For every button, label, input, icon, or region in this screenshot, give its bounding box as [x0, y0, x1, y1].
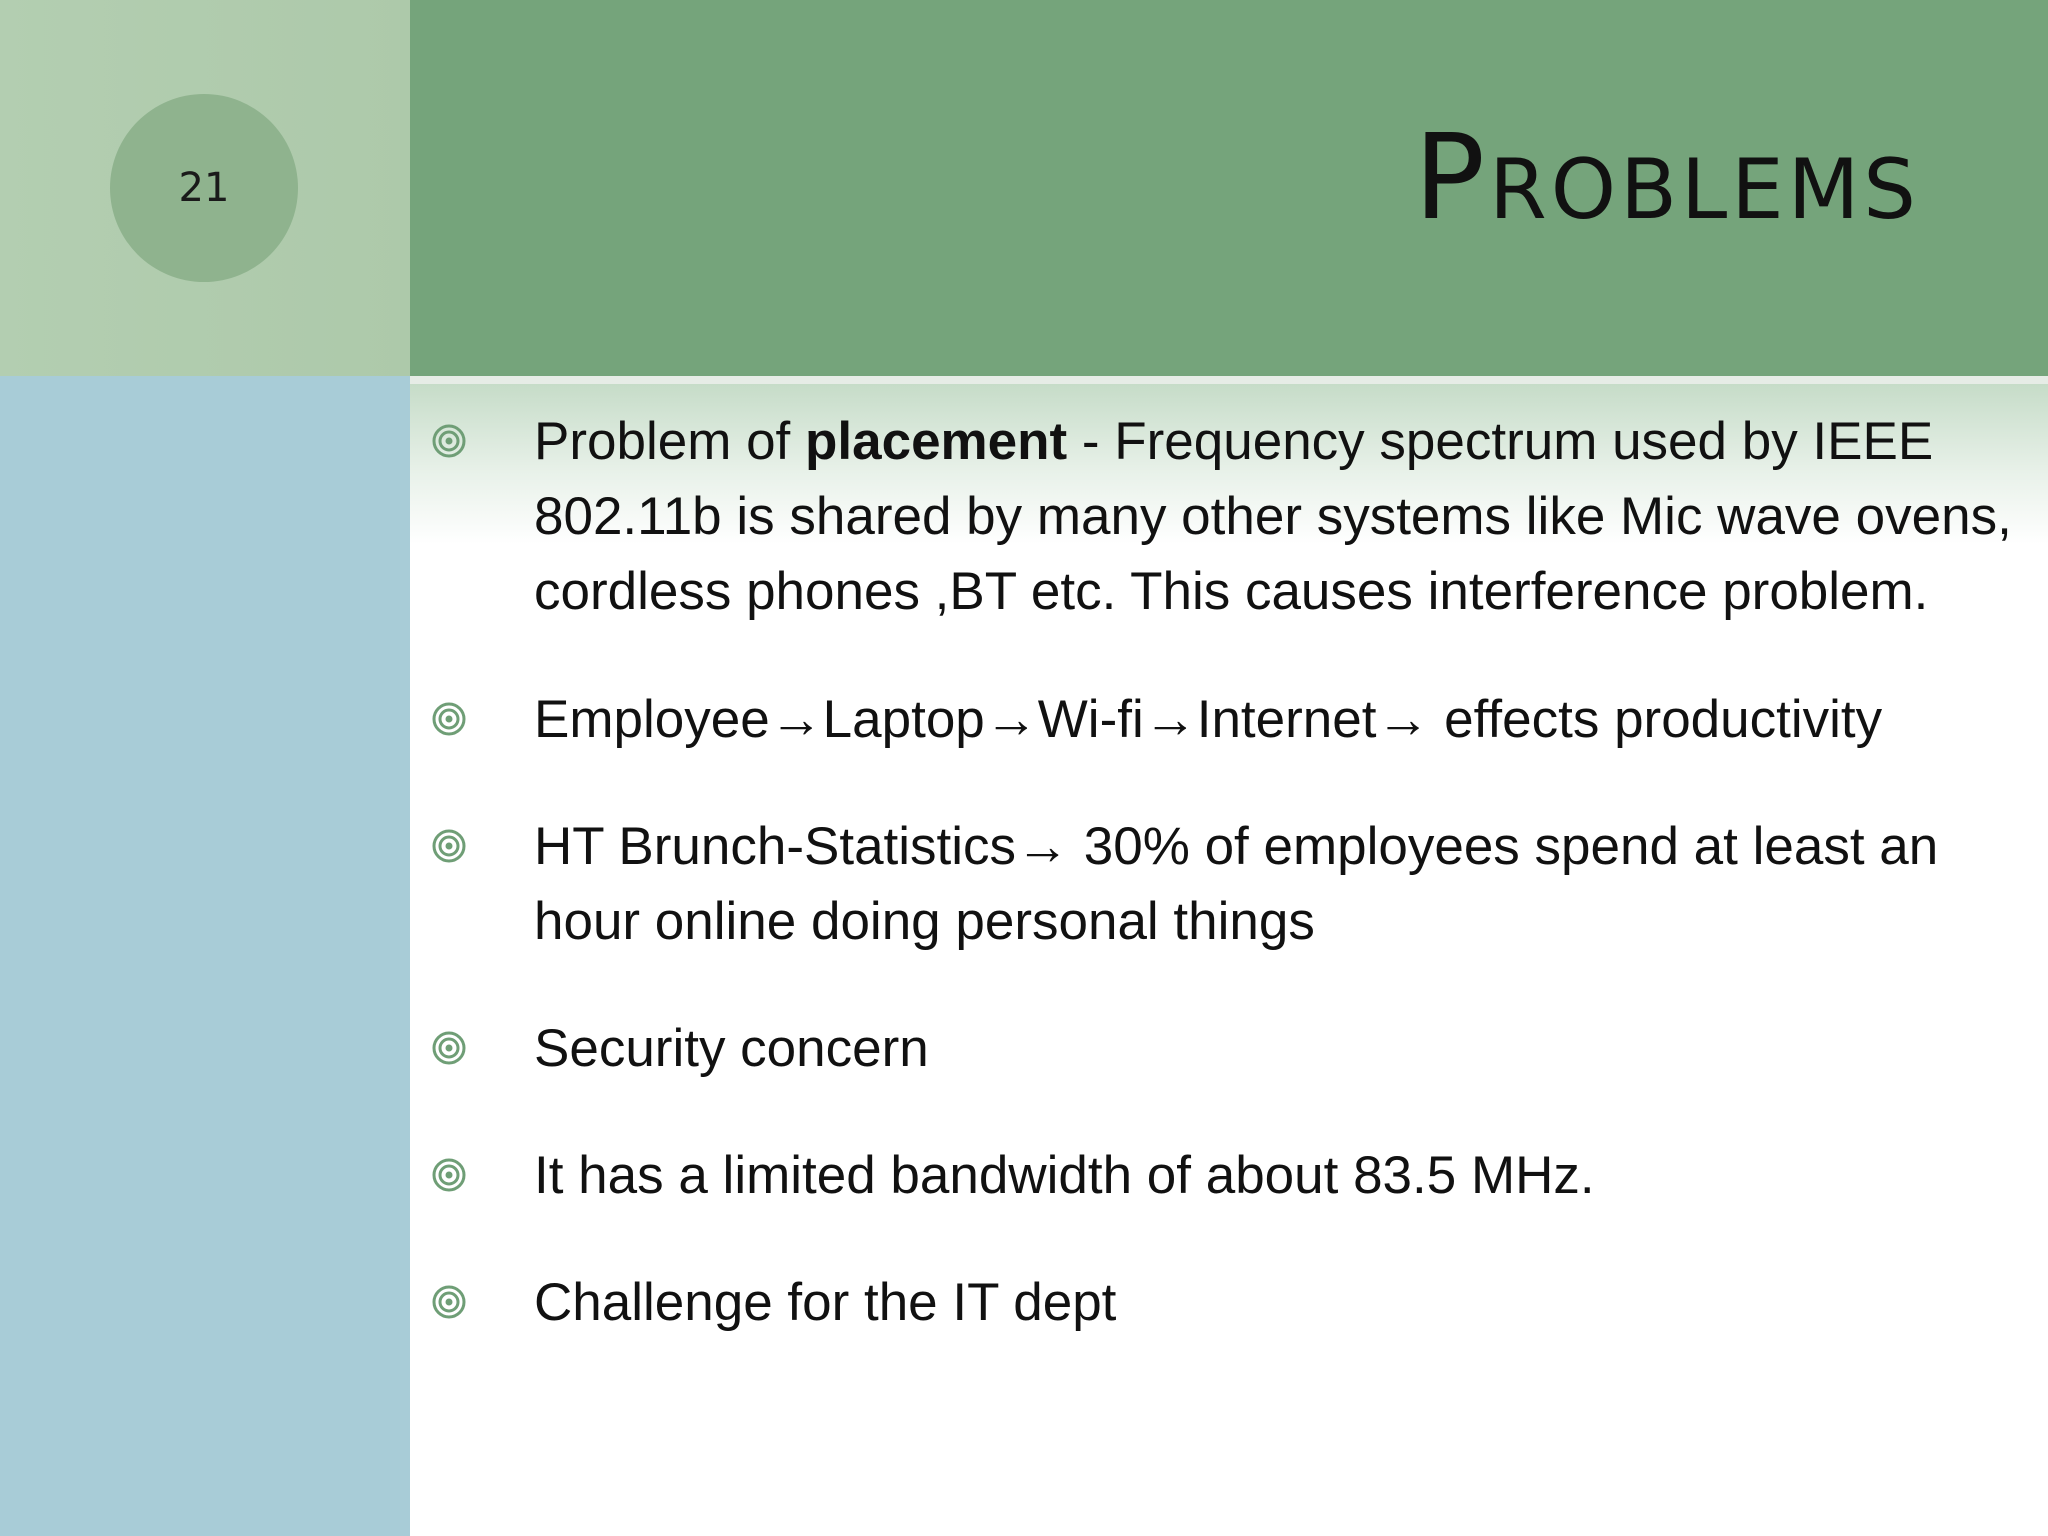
bullet-text: It has a limited bandwidth of about 83.5 MHz.	[534, 1146, 1595, 1205]
bullet-text-prefix: Problem of	[534, 412, 806, 471]
concentric-circle-bullet-icon	[432, 702, 466, 736]
bullet-item	[432, 1011, 2032, 1086]
left-panel	[0, 376, 410, 1536]
slide-number: 21	[178, 165, 230, 211]
bullet-text: HT Brunch-Statistics→ 30% of employees spend at least an hour online doing personal things	[534, 817, 1939, 951]
title-bar-divider	[410, 376, 2048, 384]
bullet-item	[432, 404, 2032, 629]
bullet-item	[432, 682, 2032, 757]
slide-number-circle	[110, 94, 298, 282]
concentric-circle-bullet-icon	[432, 1158, 466, 1192]
slide-title: Problems	[1413, 108, 1920, 246]
concentric-circle-bullet-icon	[432, 1031, 466, 1065]
bullet-text-bold: placement	[805, 412, 1068, 471]
concentric-circle-bullet-icon	[432, 829, 466, 863]
concentric-circle-bullet-icon	[432, 1285, 466, 1319]
bullet-text: Employee→Laptop→Wi-fi→Internet→ effects productivity	[534, 690, 1883, 749]
bullet-list	[432, 404, 2032, 1340]
bullet-text: Security concern	[534, 1019, 929, 1078]
bullet-text: Challenge for the IT dept	[534, 1273, 1117, 1332]
bullet-item	[432, 1265, 2032, 1340]
bullet-item	[432, 809, 2032, 959]
bullet-item	[432, 1138, 2032, 1213]
concentric-circle-bullet-icon	[432, 424, 466, 458]
bullet-text-suffix: - Frequency spectrum used by IEEE 802.11b is shared by many other systems like Mic wave ovens, cordless phones ,BT etc. This causes interference problem.	[534, 412, 2012, 621]
